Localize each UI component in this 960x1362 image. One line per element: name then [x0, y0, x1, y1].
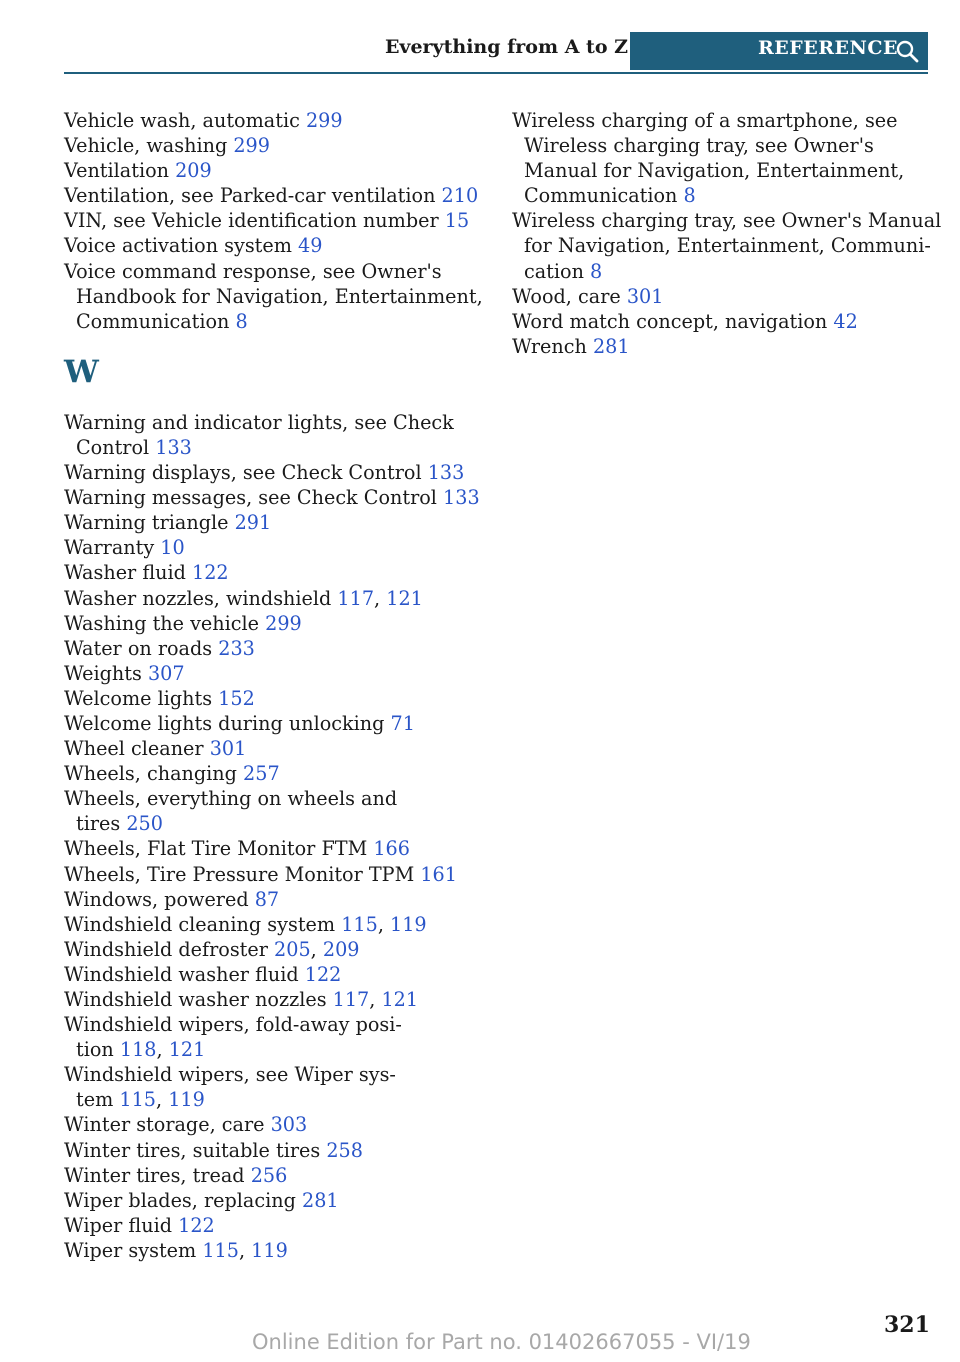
entry-term: Warning messages, see Check Control: [64, 486, 444, 510]
entry-term: Vehicle, washing: [64, 134, 234, 158]
page-reference-link[interactable]: 119: [390, 912, 427, 936]
page-reference-link[interactable]: 15: [444, 209, 470, 233]
entry-term: Wireless charging of a smartphone, see: [512, 109, 898, 132]
index-entry: [64, 208, 484, 233]
index-entry: [64, 962, 484, 987]
section-letter-w: W: [64, 353, 100, 390]
entry-term: Washing the vehicle: [64, 611, 266, 635]
page-reference-link[interactable]: 8: [235, 309, 248, 333]
entry-term: Winter tires, suitable tires: [64, 1138, 327, 1162]
index-entry: [64, 485, 484, 510]
page-reference-link[interactable]: 118: [119, 1038, 157, 1062]
entry-term: Handbook for Navigation, Entertainment,: [76, 284, 483, 308]
entry-term: Washer nozzles, windshield: [64, 586, 338, 610]
entry-term: Wireless charging tray, see Owner's Manual: [512, 209, 942, 233]
index-entry: Windshield wipers, fold-away posi- tion 118, 121: [64, 1013, 402, 1062]
page-reference-link[interactable]: 133: [155, 435, 192, 459]
page-footer: [0, 1312, 960, 1362]
page-reference-link[interactable]: 117: [332, 988, 370, 1011]
page-header: [64, 32, 928, 74]
entry-term: VIN, see Vehicle identification number: [64, 209, 445, 233]
index-entry: [64, 862, 484, 887]
index-entry: [64, 1138, 484, 1163]
index-entry: [64, 736, 484, 761]
index-entry: [64, 560, 484, 585]
page-reference-link[interactable]: 121: [386, 586, 423, 610]
entry-term: Wheels, Flat Tire Monitor FTM: [64, 837, 374, 861]
entry-term: Warning and indicator lights, see Check: [64, 410, 454, 434]
section-title: Everything from A to Z: [384, 36, 628, 58]
page-reference-link[interactable]: 122: [178, 1213, 215, 1237]
page-reference-link[interactable]: 210: [441, 184, 479, 208]
entry-term: Manual for Navigation, Entertainment,: [524, 159, 905, 183]
page-reference-link[interactable]: 10: [160, 536, 185, 560]
index-entry: [64, 661, 484, 686]
page-reference-link[interactable]: 257: [243, 762, 280, 786]
page-reference-link[interactable]: 122: [192, 561, 229, 585]
page-reference-link[interactable]: 71: [390, 711, 415, 735]
index-entry: [512, 108, 932, 208]
page-reference-link[interactable]: 258: [326, 1138, 363, 1162]
entry-term: Windshield wipers, fold-away posi-: [64, 1013, 402, 1037]
index-entry: Windshield wipers, see Wiper sys- tem 115, 119: [64, 1063, 396, 1112]
index-entry: [512, 309, 932, 334]
entry-term: Wheel cleaner: [64, 737, 210, 761]
index-entry: [64, 611, 484, 636]
index-entry: [512, 284, 932, 309]
index-entry: [64, 183, 484, 208]
index-entries-w: [64, 410, 484, 1263]
index-entry: [64, 1112, 484, 1137]
index-column-right: [512, 108, 942, 359]
index-entries-wi: [512, 108, 942, 359]
page-reference-link[interactable]: 119: [251, 1238, 288, 1262]
entry-term: Vehicle wash, automatic: [64, 109, 306, 132]
page-reference-link[interactable]: 250: [126, 812, 163, 836]
entry-term: Wireless charging tray, see Owner's: [524, 134, 874, 158]
page-reference-link[interactable]: 291: [234, 511, 272, 535]
index-entry: Windshield defroster 205, 209: [64, 937, 360, 961]
page-reference-link[interactable]: 205: [274, 937, 311, 961]
entry-term: Voice activation system: [64, 234, 299, 258]
page-reference-link[interactable]: 42: [833, 309, 858, 333]
page-reference-link[interactable]: 115: [119, 1088, 156, 1112]
page-reference-link[interactable]: 121: [381, 988, 419, 1011]
page-reference-link[interactable]: 133: [427, 461, 465, 485]
entry-term: Wheels, everything on wheels and: [64, 787, 398, 811]
page-reference-link[interactable]: 119: [168, 1088, 205, 1112]
entry-term: Winter tires, tread: [64, 1163, 251, 1187]
entry-term: Wiper fluid: [64, 1213, 179, 1237]
entry-term: Washer fluid: [64, 561, 192, 585]
page-reference-link[interactable]: 299: [265, 611, 302, 635]
index-entry: [64, 410, 484, 460]
entry-term: Wrench: [512, 334, 593, 358]
page-reference-link[interactable]: 256: [250, 1163, 288, 1187]
page-reference-link[interactable]: 87: [254, 887, 280, 911]
entry-term: Welcome lights: [64, 686, 219, 710]
entry-term: cation: [524, 259, 591, 283]
page-reference-link[interactable]: 166: [373, 837, 410, 861]
entry-term: Welcome lights during unlocking: [64, 711, 391, 735]
entry-term: Warning triangle: [64, 511, 235, 535]
page-reference-link[interactable]: 307: [147, 661, 185, 685]
entry-term: Wheels, changing: [64, 762, 244, 786]
page-reference-link[interactable]: 8: [683, 184, 696, 208]
page-reference-link[interactable]: 301: [626, 284, 664, 308]
page-number: 321: [884, 1312, 930, 1338]
entry-term: tem: [76, 1088, 120, 1112]
index-entry: [64, 1213, 484, 1238]
page-reference-link[interactable]: 115: [202, 1238, 239, 1262]
entry-term: Windshield wipers, see Wiper sys-: [64, 1063, 396, 1087]
page-reference-link[interactable]: 133: [443, 486, 480, 510]
entry-term: Windshield cleaning system: [64, 912, 342, 936]
index-entry: [64, 158, 484, 183]
page-reference-link[interactable]: 122: [304, 962, 342, 986]
index-entry: [64, 460, 484, 485]
edition-watermark: Online Edition for Part no. 01402667055 - VI/19: [252, 1330, 751, 1354]
entry-term: Voice command response, see Owner's: [64, 259, 442, 283]
entry-term: Control: [76, 435, 156, 459]
index-entry: [64, 233, 484, 258]
page-reference-link[interactable]: 281: [592, 334, 630, 358]
index-entry: [64, 1188, 484, 1213]
index-entry: [64, 836, 484, 861]
index-entry: Windshield cleaning system 115, 119: [64, 912, 427, 936]
index-entry: Windshield washer nozzles 117, 121: [64, 988, 419, 1011]
entry-term: Word match concept, navigation: [512, 309, 834, 333]
entry-term: Wiper system: [64, 1238, 203, 1262]
entry-term: Windows, powered: [64, 887, 255, 911]
index-entry: [64, 636, 484, 661]
entry-term: Windshield defroster: [64, 937, 275, 961]
reference-tab-label: REFERENCE: [758, 37, 898, 59]
index-entry: Wiper system 115, 119: [64, 1238, 288, 1262]
index-entry: [64, 786, 484, 836]
page-reference-link[interactable]: 281: [301, 1188, 339, 1212]
entry-term: Warning displays, see Check Control: [64, 461, 428, 485]
page-reference-link[interactable]: 299: [305, 109, 343, 132]
page-reference-link[interactable]: 49: [298, 234, 323, 258]
index-entry: [512, 334, 932, 359]
entry-term: Warranty: [64, 536, 161, 560]
index-entry: [64, 686, 484, 711]
entry-term: for Navigation, Entertainment, Communi-: [524, 234, 931, 258]
index-entry: [64, 1163, 484, 1188]
index-entry: [64, 108, 484, 133]
index-entry: [64, 259, 484, 334]
page-reference-link[interactable]: 152: [218, 686, 255, 710]
entry-term: tion: [76, 1038, 120, 1062]
entry-term: Wood, care: [512, 284, 627, 308]
entry-term: Windshield washer nozzles: [64, 988, 333, 1011]
page-reference-link[interactable]: 299: [233, 134, 270, 158]
entry-term: Windshield washer fluid: [64, 962, 305, 986]
page-reference-link[interactable]: 209: [322, 937, 360, 961]
page-reference-link[interactable]: 8: [590, 259, 603, 283]
index-entry: [64, 535, 484, 560]
index-entry: [512, 208, 942, 283]
index-entries-v: [64, 108, 484, 334]
entry-term: Communication: [524, 184, 684, 208]
index-entry: Washer nozzles, windshield 117, 121: [64, 586, 423, 610]
entry-term: Water on roads: [64, 636, 219, 660]
page-reference-link[interactable]: 301: [209, 737, 247, 761]
index-entry: [64, 761, 484, 786]
search-icon[interactable]: [894, 38, 920, 64]
page-reference-link[interactable]: 117: [337, 586, 375, 610]
index-entry: [64, 711, 484, 736]
entry-term: Wheels, Tire Pressure Monitor TPM: [64, 862, 421, 886]
page-reference-link[interactable]: 303: [270, 1113, 308, 1137]
entry-term: Weights: [64, 661, 148, 685]
entry-term: Ventilation, see Parked-car ventilation: [64, 184, 442, 208]
entry-term: tires: [76, 812, 127, 836]
index-entry: [64, 887, 484, 912]
entry-term: Ventilation: [64, 159, 176, 183]
page-reference-link[interactable]: 161: [420, 862, 457, 886]
index-entry: [64, 510, 484, 535]
entry-term: Wiper blades, replacing: [64, 1188, 302, 1212]
page-reference-link[interactable]: 209: [175, 159, 212, 183]
page-reference-link[interactable]: 233: [218, 636, 255, 660]
page-reference-link[interactable]: 121: [168, 1038, 206, 1062]
entry-term: Communication: [76, 309, 236, 333]
page-reference-link[interactable]: 115: [341, 912, 378, 936]
index-column-left: [64, 108, 484, 1263]
index-entry: [64, 133, 484, 158]
reference-tab[interactable]: [630, 32, 928, 70]
entry-term: Winter storage, care: [64, 1113, 271, 1137]
